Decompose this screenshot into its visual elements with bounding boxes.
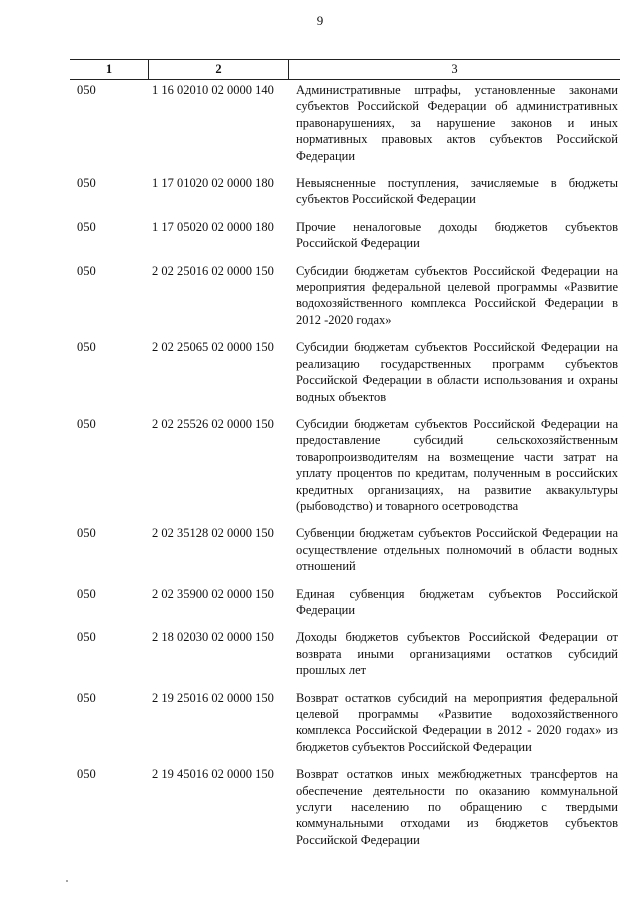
table-row [70, 339, 620, 405]
table-row [70, 525, 620, 574]
row-code: 050 [77, 586, 96, 601]
row-code: 050 [77, 526, 96, 541]
row-code: 050 [77, 690, 96, 705]
row-description: Субвенции бюджетам субъектов Российской Федерации на осуществление отдельных полномочий в области водных отношений [296, 526, 618, 574]
table-row [70, 766, 620, 848]
row-code: 050 [77, 340, 96, 355]
table-row [70, 263, 620, 329]
row-code: 050 [77, 416, 96, 431]
table-row [70, 629, 620, 678]
row-code: 050 [77, 83, 96, 97]
row-description: Прочие неналоговые доходы бюджетов субъектов Российской Федерации [296, 219, 618, 251]
row-kbk: 1 17 01020 02 0000 180 [152, 176, 274, 191]
table-row [70, 690, 620, 756]
row-description: Возврат остатков иных межбюджетных трансфертов на обеспечение деятельности по оказанию коммунальной услуги населению по обращению с твердыми коммунальными отходами из бюджетов субъектов Российской Федерации [296, 767, 618, 847]
table-row [70, 82, 620, 164]
scan-speck [66, 880, 68, 882]
row-code: 050 [77, 219, 96, 234]
row-description: Административные штрафы, установленные законами субъектов Российской Федерации об административных правонарушениях, за нарушение законов и иных нормативных правовых актов субъектов Российской Федерации [296, 83, 618, 163]
row-code: 050 [77, 630, 96, 645]
row-kbk: 2 19 45016 02 0000 150 [152, 767, 274, 782]
row-code: 050 [77, 176, 96, 191]
revenue-table [70, 59, 620, 859]
row-kbk: 2 02 35128 02 0000 150 [152, 526, 274, 541]
table-body [70, 82, 620, 848]
table-row [70, 586, 620, 619]
table-row [70, 416, 620, 514]
header-col-3: 3 [451, 62, 458, 76]
row-description: Субсидии бюджетам субъектов Российской Федерации на предоставление субсидий сельскохозяйственным товаропроизводителям на возмещение части затрат на уплату процентов по кредитам, полученным в российских кредитных организациях, на развитие аквакультуры (рыбоводство) и товарного осетроводства [296, 416, 618, 513]
row-description: Возврат остатков субсидий на мероприятия федеральной целевой программы «Развитие водохозяйственного комплекса Российской Федерации в 2012 - 2020 годах» из бюджетов субъектов Российской Федерации [296, 690, 618, 754]
table-row [70, 175, 620, 208]
row-description: Доходы бюджетов субъектов Российской Федерации от возврата иными организациями остатков субсидий прошлых лет [296, 630, 618, 678]
row-kbk: 1 16 02010 02 0000 140 [152, 83, 274, 97]
header-col-1: 1 [70, 60, 149, 79]
row-code: 050 [77, 263, 96, 278]
row-description: Невыясненные поступления, зачисляемые в бюджеты субъектов Российской Федерации [296, 176, 618, 207]
row-kbk: 1 17 05020 02 0000 180 [152, 219, 274, 234]
row-description: Субсидии бюджетам субъектов Российской Федерации на реализацию государственных программ субъектов Российской Федерации в области использования и охраны водных объектов [296, 340, 618, 404]
row-kbk: 2 02 25526 02 0000 150 [152, 416, 274, 431]
row-kbk: 2 18 02030 02 0000 150 [152, 630, 274, 645]
page-number: 9 [316, 13, 324, 28]
row-kbk: 2 19 25016 02 0000 150 [152, 690, 274, 705]
row-kbk: 2 02 25016 02 0000 150 [152, 263, 274, 278]
row-kbk: 2 02 25065 02 0000 150 [152, 340, 274, 355]
header-col-2: 2 [149, 60, 289, 79]
table-row [70, 219, 620, 252]
table-header [70, 59, 620, 80]
row-description: Субсидии бюджетам субъектов Российской Федерации на мероприятия федеральной целевой программы «Развитие водохозяйственного комплекса Российской Федерации в 2012 -2020 годах» [296, 263, 618, 327]
row-code: 050 [77, 767, 96, 782]
row-description: Единая субвенция бюджетам субъектов Российской Федерации [296, 586, 618, 617]
row-kbk: 2 02 35900 02 0000 150 [152, 586, 274, 601]
